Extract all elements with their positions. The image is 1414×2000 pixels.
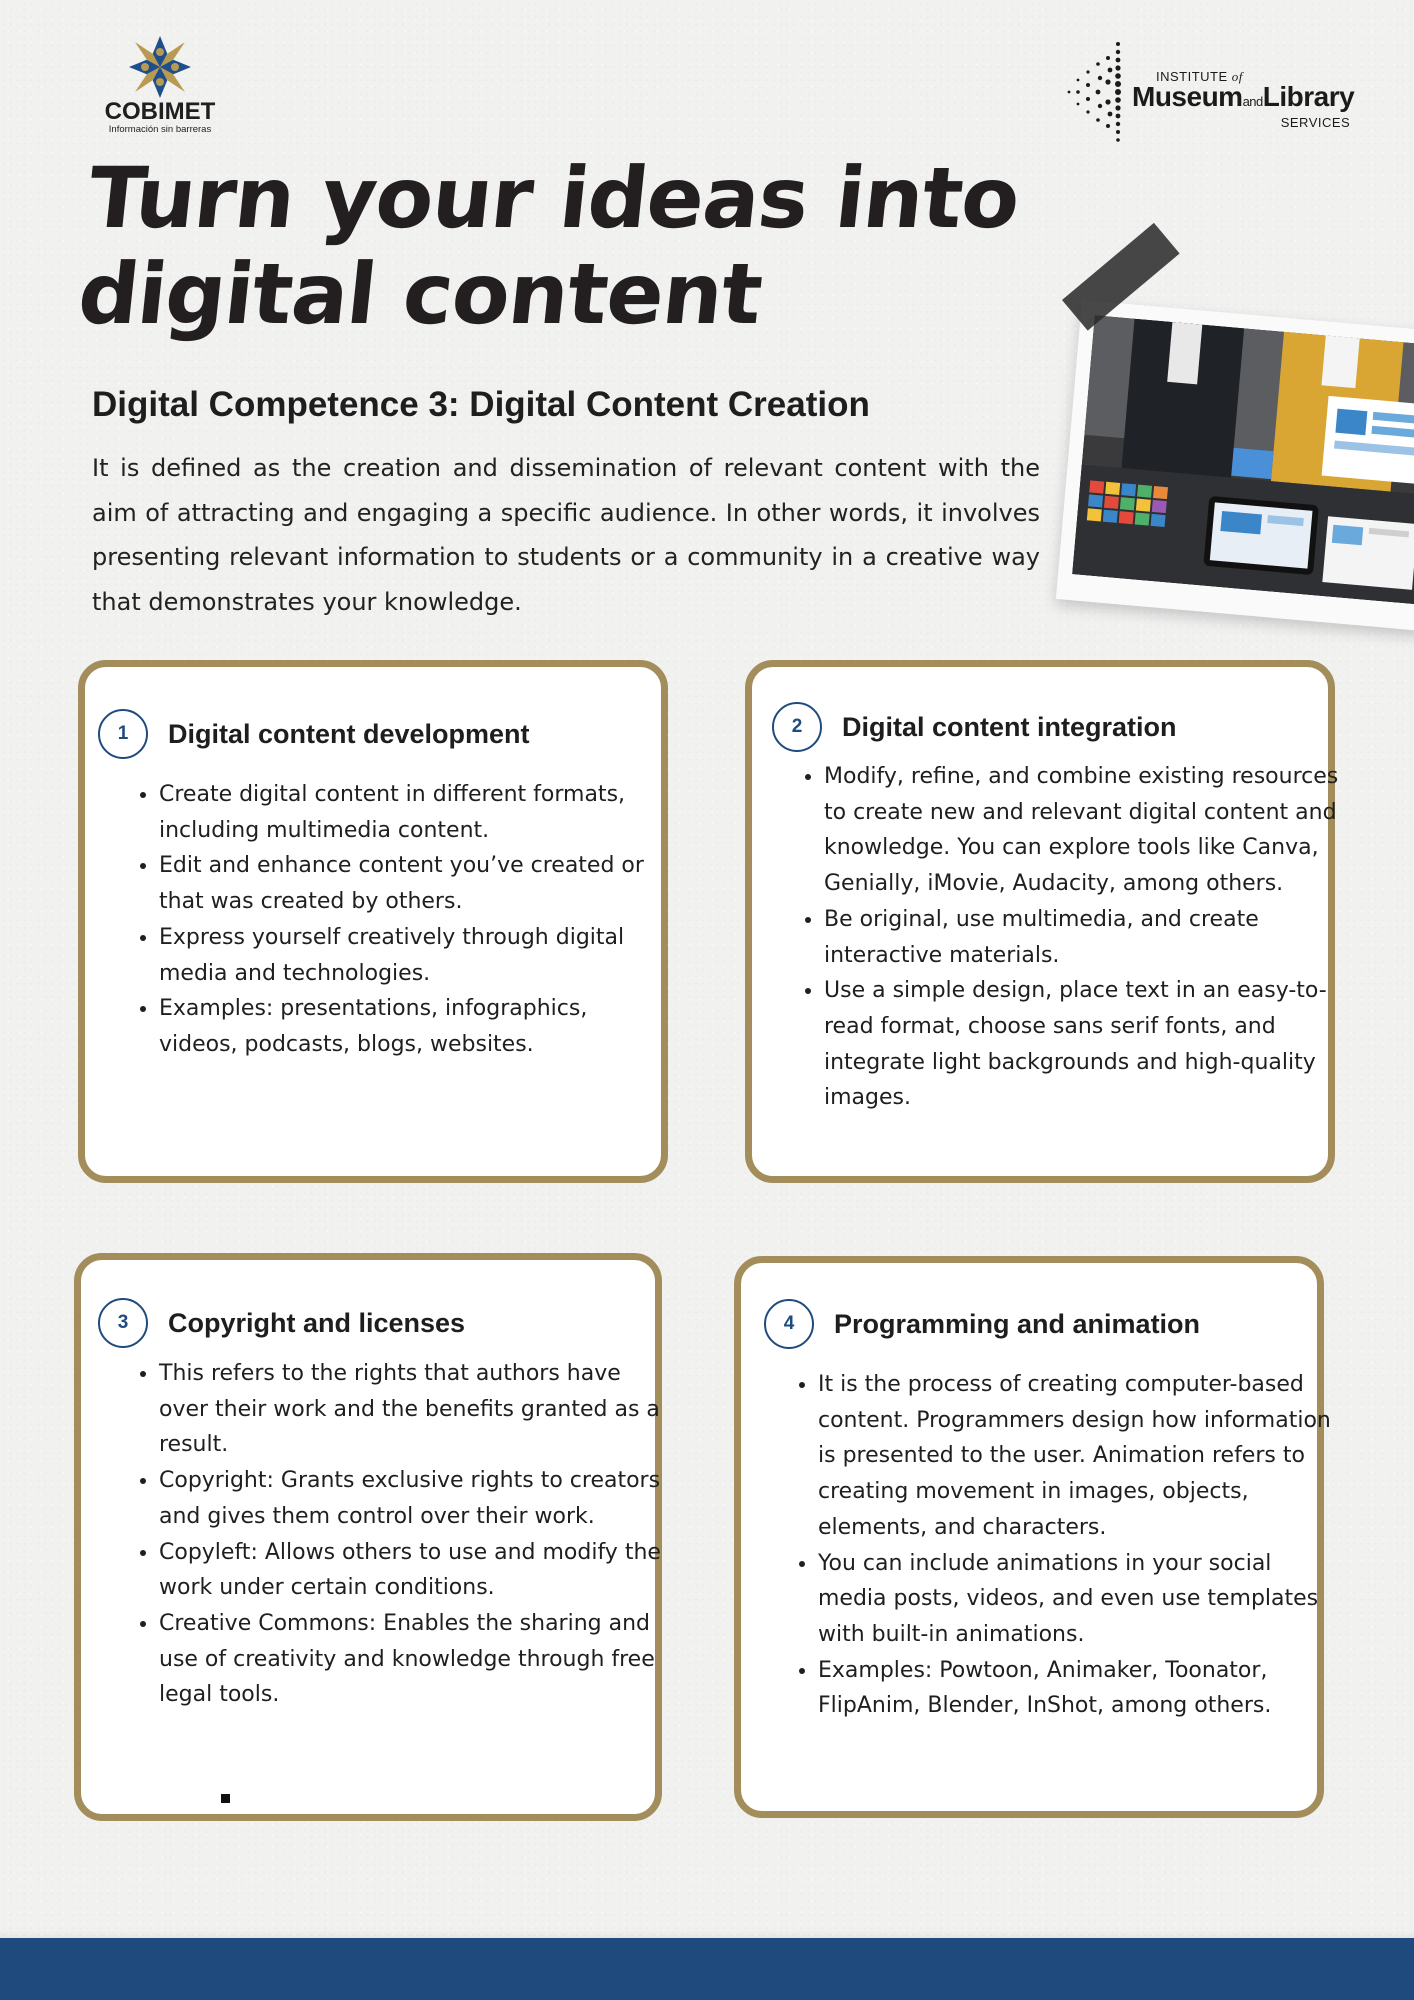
cobimet-tagline: Información sin barreras <box>108 124 212 135</box>
card-copyright-and-licenses <box>74 1253 662 1821</box>
cobimet-wordmark: COBIMET <box>104 98 216 125</box>
card-header <box>772 702 1177 752</box>
imls-logo <box>1066 40 1356 146</box>
card-digital-content-integration <box>745 660 1339 1183</box>
card-programming-and-animation <box>734 1256 1331 1818</box>
footer-bar <box>0 1938 1414 2000</box>
page-subtitle: Digital Competence 3: Digital Content Creation <box>92 385 870 424</box>
card-number-badge: 2 <box>772 702 822 752</box>
page-title: Turn your ideas into digital content <box>73 149 1024 343</box>
intro-paragraph: It is defined as the creation and dissemination of relevant content with the aim of attracting and engaging a specific audience. In other words, it involves presenting relevant information to students or a community in a creative way that demonstrates your knowledge. <box>92 454 1040 616</box>
list-item: • Examples: presentations, infographics, videos, podcasts, blogs, websites. <box>159 991 659 1062</box>
list-item: • Use a simple design, place text in an easy-to-read format, choose sans serif fonts, and integrate light backgrounds and high-quality images. <box>824 973 1344 1116</box>
card-number-badge: 4 <box>764 1299 814 1349</box>
imls-and-text: and <box>1242 94 1263 109</box>
card-header <box>98 709 530 759</box>
imls-starburst-icon <box>1066 40 1136 146</box>
list-item: • Create digital content in different formats, including multimedia content. <box>159 777 659 848</box>
square-bullet-mark <box>221 1794 230 1803</box>
card-number-badge: 3 <box>98 1298 148 1348</box>
card-title: Digital content development <box>168 718 530 749</box>
imls-museum-text: Museum <box>1132 81 1243 112</box>
footer-shadow <box>0 1930 1414 1938</box>
card-title: Programming and animation <box>834 1308 1201 1339</box>
cobimet-emblem-icon <box>127 34 193 100</box>
imls-of-text: of <box>1231 69 1243 84</box>
card-bullet-list <box>784 1367 1338 1724</box>
list-item: • Edit and enhance content you’ve created or that was created by others. <box>159 848 659 919</box>
card-header <box>764 1299 1200 1349</box>
team-working-photo <box>1072 315 1414 605</box>
card-bullet-list <box>125 1356 669 1713</box>
list-item: • Copyright: Grants exclusive rights to creators and gives them control over their work. <box>159 1463 669 1534</box>
list-item: • Be original, use multimedia, and create interactive materials. <box>824 902 1344 973</box>
list-item: • Creative Commons: Enables the sharing and use of creativity and knowledge through free legal tools. <box>159 1606 669 1713</box>
card-number-badge: 1 <box>98 709 148 759</box>
list-item: • Copyleft: Allows others to use and modify the work under certain conditions. <box>159 1535 669 1606</box>
card-bullet-list <box>125 777 659 1063</box>
imls-institute-text: INSTITUTE <box>1156 69 1228 84</box>
cobimet-logo <box>95 34 225 142</box>
card-header <box>98 1298 465 1348</box>
card-title: Digital content integration <box>842 711 1177 742</box>
list-item: • This refers to the rights that authors have over their work and the benefits granted as a result. <box>159 1356 669 1463</box>
list-item: • Modify, refine, and combine existing resources to create new and relevant digital content and knowledge. You can explore tools like Canva, Genially, iMovie, Audacity, among others. <box>824 759 1344 902</box>
list-item: • You can include animations in your social media posts, videos, and even use templates with built-in animations. <box>818 1546 1338 1653</box>
card-digital-content-development <box>78 660 668 1183</box>
list-item: • It is the process of creating computer-based content. Programmers design how information is presented to the user. Animation refers to creating movement in images, objects, elements, and characters. <box>818 1367 1338 1546</box>
card-title: Copyright and licenses <box>168 1307 466 1338</box>
list-item: • Express yourself creatively through digital media and technologies. <box>159 920 659 991</box>
card-bullet-list <box>790 759 1344 1116</box>
list-item: • Examples: Powtoon, Animaker, Toonator, FlipAnim, Blender, InShot, among others. <box>818 1653 1338 1724</box>
imls-services-text: SERVICES <box>1280 115 1351 130</box>
imls-wordmark <box>1132 70 1354 129</box>
imls-library-text: Library <box>1262 81 1355 112</box>
photo-frame <box>1056 300 1414 631</box>
